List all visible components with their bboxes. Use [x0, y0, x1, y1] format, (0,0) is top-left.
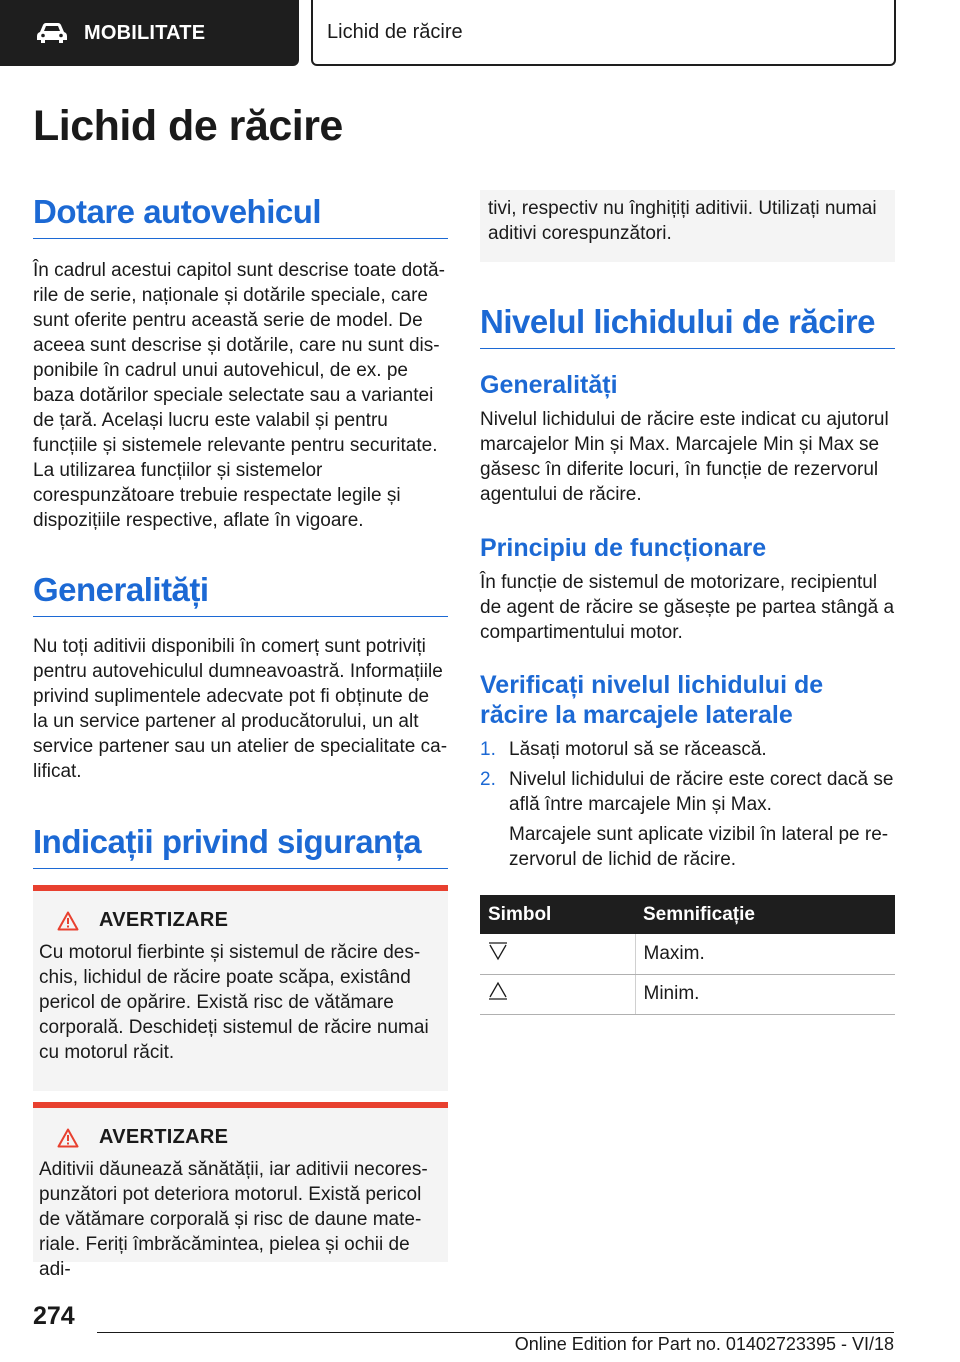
warning-continuation-text: tivi, respectiv nu înghițiți aditivii. Utilizați numai aditivi corespunzători.	[488, 198, 877, 244]
heading-dotare: Dotare autovehicul	[33, 192, 448, 239]
step-note-text: Marcajele sunt aplicate vizibil în lateral pe rezervorul de lichid de răcire.	[509, 824, 889, 870]
table-row	[480, 974, 895, 1014]
step-text: Nivelul lichidului de răcire este corect dacă se află între marcajele Min și Max.	[509, 769, 894, 815]
min-mark-icon	[488, 981, 508, 1001]
footer-divider	[97, 1332, 894, 1333]
text-principiu: În funcție de sistemul de motorizare, recipientul de agent de răcire se găsește pe partea stângă a compartimentului motor.	[480, 572, 895, 643]
subheading-principiu: Principiu de funcționare	[480, 534, 767, 562]
heading-nivel: Nivelul lichidului de răcire	[480, 302, 895, 349]
warning-label: AVERTIZARE	[99, 909, 229, 931]
table-header-row	[480, 895, 895, 934]
page-title: Lichid de răcire	[33, 102, 343, 150]
warning-continuation	[480, 190, 895, 262]
text-dotare: În cadrul acestui capitol sunt descrise toate dotările de serie, naționale și dotările speciale, care sunt oferite pentru această serie de model. De aceea sunt descrise și dotările, care nu sunt disponibile în cadrul unui autovehicul, de ex. pe baza dotărilor speciale selectate sau a variantei de țară. Același lucru este valabil și pentru funcțiile și sistemele relevante pentru securitate. La utilizarea funcțiilor și sistemelor corespunzătoare trebuie respectate legile și dispozițiile respective, aflate în vigoare.	[33, 260, 445, 531]
warning-box-2	[33, 1102, 448, 1280]
warning-triangle-icon	[57, 911, 79, 931]
car-icon	[36, 22, 68, 44]
page-number: 274	[33, 1302, 75, 1330]
table-header-symbol: Simbol	[480, 895, 635, 934]
subheading-verificati: Verificați nivelul lichidului de răcire la marcajele laterale	[480, 671, 824, 729]
step-item	[480, 737, 895, 762]
warning-triangle-icon	[57, 1128, 79, 1148]
step-number: 2.	[480, 769, 496, 790]
chapter-tab	[311, 0, 896, 66]
text-generalitati: Nu toți aditivii disponibili în comerț sunt potriviți pentru autovehiculul dumneavoastră. Informațiile privind suplimentele adecvate pot fi obținute de la un service partener al producătorului, un alt service partener sau un atelier de specialitate calificat.	[33, 636, 448, 782]
max-mark-icon	[488, 941, 508, 961]
warning-box-1	[33, 885, 448, 1091]
heading-generalitati: Generalități	[33, 570, 448, 617]
footer-edition: Online Edition for Part no. 01402723395 - VI/18	[514, 1334, 894, 1354]
chapter-label: Lichid de răcire	[327, 20, 463, 43]
symbol-table	[480, 895, 895, 1015]
table-cell-meaning: Maxim.	[635, 934, 895, 974]
page-header	[0, 0, 960, 66]
step-number: 1.	[480, 739, 496, 760]
heading-siguranta: Indicații privind siguranța	[33, 822, 448, 869]
table-row	[480, 934, 895, 974]
step-note	[480, 822, 895, 872]
section-tab	[0, 0, 299, 66]
warning-header	[39, 1126, 442, 1149]
table-cell-symbol	[480, 974, 635, 1014]
step-item	[480, 767, 895, 817]
warning-header	[39, 909, 442, 932]
warning-label: AVERTIZARE	[99, 1126, 229, 1148]
table-cell-meaning: Minim.	[635, 974, 895, 1014]
warning-text: Aditivii dăunează sănătății, iar aditivii necorespunzători pot deteriora motorul. Există pericol de vătămare corporală și risc de daune materiale. Feriți îmbrăcămintea, pielea și ochii de adi-	[39, 1159, 428, 1280]
table-header-meaning: Semnificație	[635, 895, 895, 934]
step-list	[480, 737, 895, 877]
section-label: MOBILITATE	[84, 21, 206, 44]
table-cell-symbol	[480, 934, 635, 974]
step-text: Lăsați motorul să se răcească.	[509, 739, 767, 760]
text-nivel-generalitati: Nivelul lichidului de răcire este indicat cu ajutorul marcajelor Min și Max. Marcajele Min și Max se găsesc în diferite locuri, în funcție de rezervorul agentului de răcire.	[480, 409, 889, 505]
warning-text: Cu motorul fierbinte și sistemul de răcire deschis, lichidul de răcire poate scăpa, existând pericol de opărire. Există risc de vătămare corporală. Deschideți sistemul de răcire numai cu motorul răcit.	[39, 942, 429, 1063]
subheading-generalitati: Generalități	[480, 371, 618, 399]
